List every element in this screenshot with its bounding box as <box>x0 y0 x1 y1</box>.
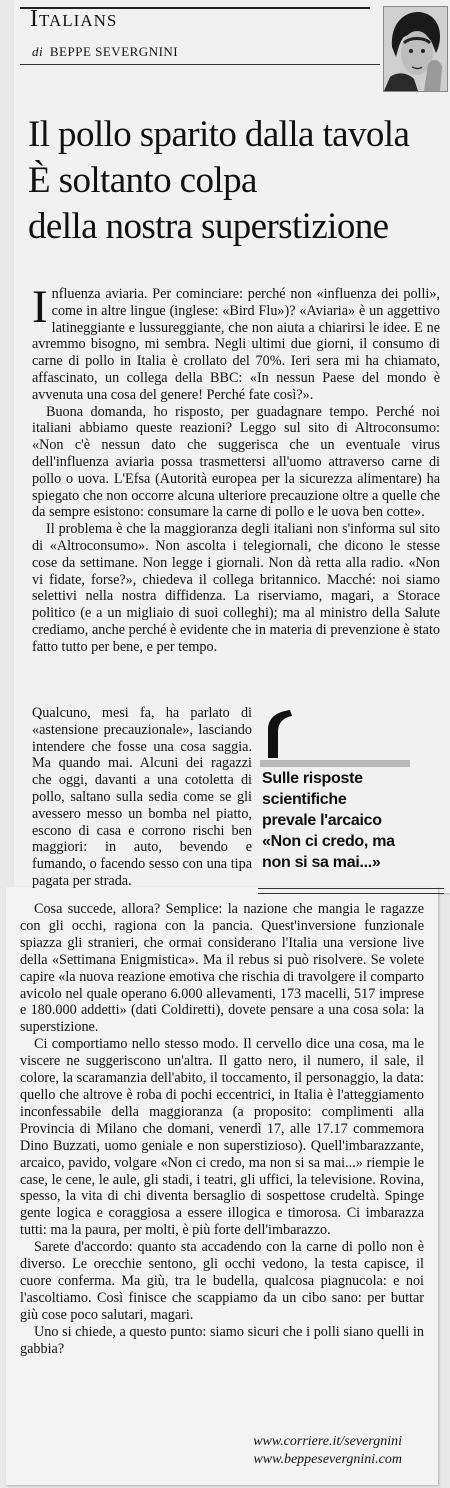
drop-cap: I <box>32 281 48 333</box>
pullquote-line-1: Sulle risposte <box>262 770 363 787</box>
quote-mark-icon <box>262 710 312 760</box>
byline-prefix: di <box>32 44 44 59</box>
paragraph-1 <box>32 281 440 404</box>
paragraph-5: Cosa succede, allora? Semplice: la nazione che mangia le ragazze con gli occhi, ragiona con la pancia. Quest'inversione funzionale spiazza gli stranieri, che ormai considerano l'Italia una versione live della «Settimana Enigmistica». Ma il rebus si può risolvere. Se volete capire «la nuova reazione emotiva che rischia di travolgere il comparto avicolo nel quale operano 6.000 allevamenti, 173 macelli, 517 imprese e 180.000 addetti» (dati Coldiretti), dovete pensare a una cosa sola: la superstizione. <box>20 901 424 1036</box>
article-column-bottom <box>20 893 424 1357</box>
paragraph-1-text: nfluenza aviaria. Per cominciare: perché non «influenza dei polli», come in altre lingue (inglese: «Bird Flu»)? «Aviaria» è un aggettivo latineggiante e lussureggiante, che non aiuta a chiarirsi le idee. E ne avremmo bisogno, mi sembra. Negli ultimi due giorni, il consumo di carne di pollo in Italia è crollato del 70%. Ieri sera mi ha chiamato, affascinato, un collega della BBC: «In nessun Paese del mondo è avvenuta una cosa del genere! Perché fate così?». <box>32 286 440 403</box>
portrait-image <box>384 7 447 91</box>
paragraph-7: Sarete d'accordo: quanto sta accadendo con la carne di pollo non è diverso. Le orecchie sentono, gli occhi vedono, la testa capisce, il cuore conferma. Ma giù, tra le budella, qualcosa piagnucola: e noi l'ascoltiamo. Così finisce che scappiamo da un cibo sano: per buttar giù cose poco salutari, magari. <box>20 1239 424 1323</box>
paragraph-6: Ci comportiamo nello stesso modo. Il cervello dice una cosa, ma le viscere ne suggeriscono un'altra. Il gatto nero, il numero, il sale, il colore, la scaramanzia dell'abito, il toccamento, il personaggio, la data: quello che altrove è roba di pochi eccentrici, in Italia è l'atteggiamento inconfessabile della maggioranza (a proposito: complimenti alla Provincia di Milano che domani, venerdì 17, alle 17.17 commemora Dino Buzzati, uomo geniale e non superstizioso). Quell'imbarazzante, arcaico, pavido, volgare «Non ci credo, ma non si sa mai...» riempie le case, le cene, le aule, gli stadi, i teatri, gli uffici, la televisione. Rovina, spesso, la vita di chi diventa bersaglio di sospettose crudeltà. Spinge gente logica e coraggiosa a essere illogica e timorosa. Ci imbarazza tutti: ma la paura, per molti, è più forte dell'imbarazzo. <box>20 1036 424 1239</box>
pullquote-bar <box>260 760 410 767</box>
author-portrait <box>383 6 448 92</box>
paragraph-2: Buona domanda, ho risposto, per guadagnare tempo. Perché noi italiani abbiamo queste reazioni? Leggo sul sito di Altroconsumo: «Non c'è nessun dato che suggerisca che un eventuale virus dell'influenza aviaria possa trasmettersi all'uomo attraverso carne di pollo o uova. L'Efsa (Autorità europea per la sicurezza alimentare) ha spiegato che non occorre alcuna ulteriore precauzione oltre a quelle che da sempre esistono: consumare la carne di pollo e le uova ben cotte». <box>32 403 440 521</box>
paragraph-3: Il problema è che la maggioranza degli italiani non s'informa sul sito di «Altroconsumo». Non ascolta i telegiornali, che dicono le stesse cose da settimane. Non legge i giornali. Non dà retta alla radio. «Non vi fidate, forse?», chiedeva il collega britannico. Macché: noi siamo selettivi nella nostra diffidenza. La riserviamo, magari, a Storace politico (e a un migliaio di suoi colleghi); ma al ministro della Salute crediamo, anche perché è evidente che in materia di prevenzione è stato fatto tutto per bene, e per tempo. <box>32 521 440 655</box>
paragraph-8: Uno si chiede, a questo punto: siamo sicuri che i polli siano quelli in gabbia? <box>20 1323 424 1357</box>
headline <box>28 112 446 250</box>
link-corriere[interactable]: www.corriere.it/severgnini <box>253 1434 402 1449</box>
paragraph-4: Qualcuno, mesi fa, ha parlato di «astensione precauzionale», lasciando intendere che fosse una cosa saggia. Ma quando mai. Alcuni dei ragazzi che oggi, davanti a una cotoletta di pollo, saltano sulla sedia come se gli avessero messo un bomba nel piatto, escono di casa e corrono rischi ben maggiori: in auto, bevendo e fumando, o facendo sesso con una tipa pagata per strada. <box>32 705 252 889</box>
pullquote-line-3: prevale l'arcaico <box>262 812 382 829</box>
headline-line-1: Il pollo sparito dalla tavola <box>28 114 410 155</box>
headline-line-3: della nostra superstizione <box>28 206 389 247</box>
article-column-left <box>32 705 252 890</box>
pullquote <box>262 768 442 873</box>
author-name: BEPPE SEVERGNINI <box>49 44 179 59</box>
pullquote-line-5: non si sa mai...» <box>262 854 381 871</box>
pullquote-line-2: scientifiche <box>262 791 347 808</box>
byline <box>32 44 178 60</box>
byline-rule <box>20 64 380 65</box>
headline-line-2: È soltanto colpa <box>28 160 257 201</box>
article-column-top <box>32 281 440 656</box>
column-rubric: Italians <box>30 6 118 32</box>
link-website[interactable]: www.beppesevergnini.com <box>253 1452 402 1467</box>
pullquote-line-4: «Non ci credo, ma <box>262 833 395 850</box>
